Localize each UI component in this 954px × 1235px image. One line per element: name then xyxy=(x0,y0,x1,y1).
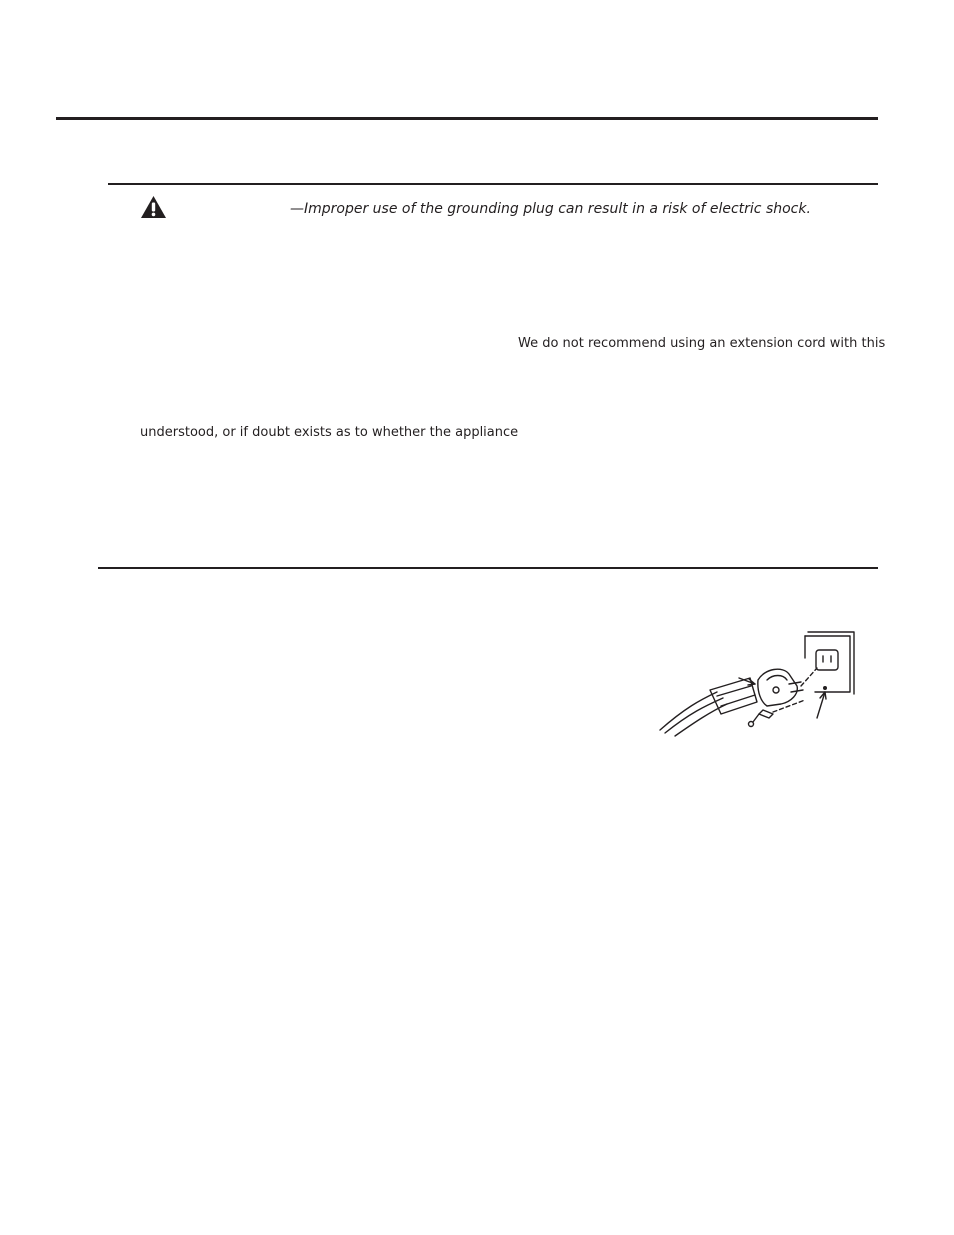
header-rule xyxy=(56,117,878,120)
doubt-text: understood, or if doubt exists as to whether the appliance xyxy=(140,425,519,440)
extension-cord-text: We do not recommend using an extension cord with this xyxy=(518,336,886,351)
grounded-plug-outlet-illustration xyxy=(655,628,865,740)
warning-rule xyxy=(108,183,878,185)
section-rule xyxy=(98,567,878,569)
warning-text: —Improper use of the grounding plug can result in a risk of electric shock. xyxy=(290,201,811,217)
warning-triangle-icon xyxy=(140,195,167,219)
